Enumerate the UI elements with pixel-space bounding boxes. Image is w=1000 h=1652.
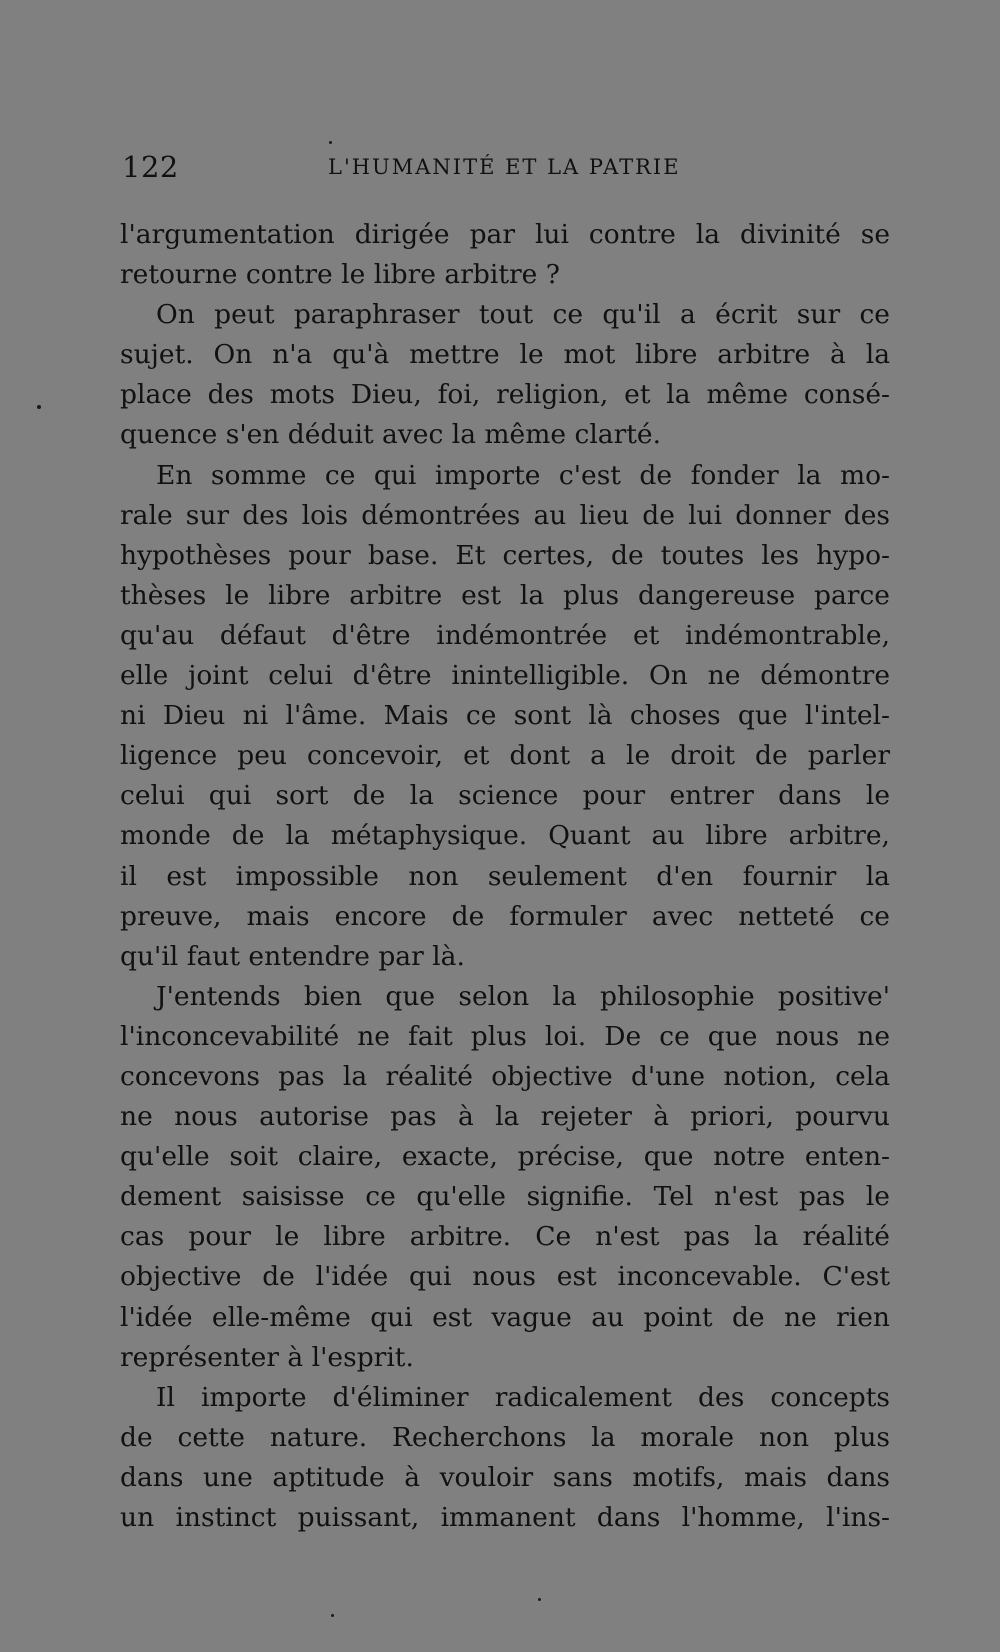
text-line: qu'il faut entendre par là. [120, 940, 465, 972]
text-line: sujet. On n'a qu'à mettre le mot libre arbitre à la [120, 339, 890, 371]
page-number: 122 [122, 150, 179, 184]
text-line: qu'au défaut d'être indémontrée et indémontrable, [120, 619, 890, 651]
text-line: monde de la métaphysique. Quant au libre arbitre, [120, 820, 890, 852]
text-line: retourne contre le libre arbitre ? [120, 259, 560, 291]
text-line: On peut paraphraser tout ce qu'il a écrit sur ce [156, 299, 890, 331]
print-speck [329, 141, 332, 144]
text-line: ne nous autorise pas à la rejeter à priori, pourvu [120, 1101, 890, 1133]
text-line: l'inconcevabilité ne fait plus loi. De ce que nous ne [120, 1020, 890, 1052]
text-line: rale sur des lois démontrées au lieu de lui donner des [120, 499, 890, 531]
text-line: place des mots Dieu, foi, religion, et la même consé- [120, 379, 890, 411]
text-line: cas pour le libre arbitre. Ce n'est pas la réalité [120, 1221, 890, 1253]
text-line: elle joint celui d'être inintelligible. On ne démontre [120, 660, 890, 692]
print-speck [331, 1614, 334, 1617]
text-line: preuve, mais encore de formuler avec netteté ce [120, 900, 890, 932]
text-line: concevons pas la réalité objective d'une notion, cela [120, 1060, 890, 1092]
text-line: J'entends bien que selon la philosophie positive' [156, 980, 890, 1012]
text-line: dement saisisse ce qu'elle signifie. Tel n'est pas le [120, 1181, 890, 1213]
text-line: l'idée elle-même qui est vague au point de ne rien [120, 1301, 890, 1333]
text-line: ni Dieu ni l'âme. Mais ce sont là choses que l'intel- [120, 700, 890, 732]
text-line: qu'elle soit claire, exacte, précise, que notre enten- [120, 1141, 890, 1173]
print-speck [538, 1598, 541, 1601]
text-line: représenter à l'esprit. [120, 1341, 414, 1373]
text-line: celui qui sort de la science pour entrer dans le [120, 780, 890, 812]
body-text [120, 215, 890, 1538]
text-line: Il importe d'éliminer radicalement des concepts [156, 1381, 890, 1413]
print-speck [37, 405, 41, 409]
text-line: dans une aptitude à vouloir sans motifs, mais dans [120, 1461, 890, 1493]
text-line: ligence peu concevoir, et dont a le droit de parler [120, 740, 890, 772]
text-line: thèses le libre arbitre est la plus dangereuse parce [120, 579, 890, 611]
text-line: En somme ce qui importe c'est de fonder la mo- [156, 459, 890, 491]
text-line: il est impossible non seulement d'en fournir la [120, 860, 890, 892]
running-title: L'HUMANITÉ ET LA PATRIE [328, 155, 681, 179]
page-header [122, 150, 892, 190]
text-line: de cette nature. Recherchons la morale non plus [120, 1421, 890, 1453]
text-line: un instinct puissant, immanent dans l'homme, l'ins- [120, 1502, 890, 1533]
text-line: objective de l'idée qui nous est inconcevable. C'est [120, 1261, 890, 1293]
text-line: quence s'en déduit avec la même clarté. [120, 419, 662, 451]
text-line: hypothèses pour base. Et certes, de toutes les hypo- [120, 539, 890, 571]
text-line: l'argumentation dirigée par lui contre la divinité se [120, 219, 890, 250]
